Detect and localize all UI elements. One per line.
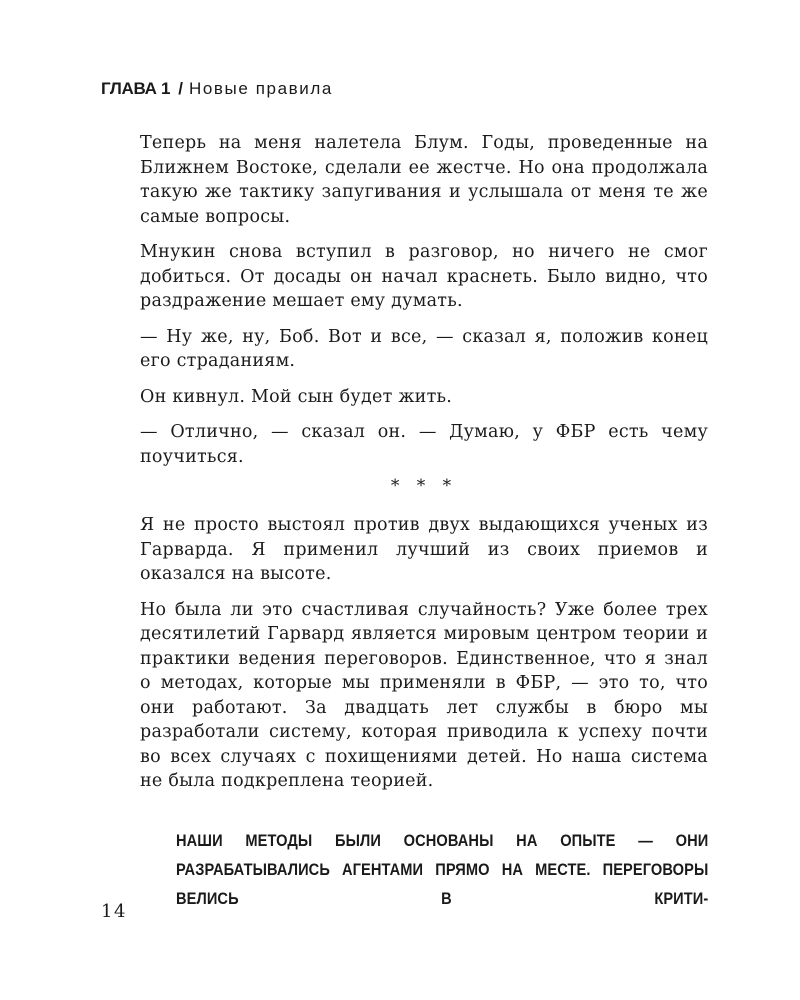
pull-quote-callout: НАШИ МЕТОДЫ БЫЛИ ОСНОВАНЫ НА ОПЫТЕ — ОНИ РАЗРАБАТЫВАЛИСЬ АГЕНТАМИ ПРЯМО НА МЕСТЕ. ПЕРЕГОВОРЫ ВЕЛИСЬ В КРИТИ- [176, 831, 709, 908]
paragraph: — Ну же, ну, Боб. Вот и все, — сказал я, положив конец его страданиям. [140, 326, 708, 371]
body-text-after-break [140, 513, 708, 805]
paragraph: — Отлично, — сказал он. — Думаю, у ФБР есть чему поучиться. [140, 422, 708, 467]
paragraph: Он кивнул. Мой сын будет жить. [140, 386, 453, 407]
chapter-label: ГЛАВА 1 [101, 79, 171, 98]
paragraph: Я не просто выстоял против двух выдающихся ученых из Гарварда. Я применил лучший из своих приемов и оказался на высоте. [140, 515, 708, 584]
running-head [101, 79, 333, 99]
section-break: * * * [390, 476, 458, 496]
body-text-before-break [140, 131, 708, 480]
page-number: 14 [101, 901, 127, 922]
paragraph: Но была ли это счастливая случайность? Уже более трех десятилетий Гарвард является мировым центром теории и практики ведения переговоров. Единственное, что я знал о методах, которые мы применяли в ФБР, — это то, что они работают. За двадцать лет службы в бюро мы разработали систему, которая приводила к успеху почти во всех случаях с похищениями детей. Но наша система не была подкреплена теорией. [140, 599, 708, 791]
section-title: Новые правила [188, 79, 333, 98]
paragraph: Теперь на меня налетела Блум. Годы, проведенные на Ближнем Востоке, сделали ее жестче. Но она продолжала такую же тактику запугивания и услышала от меня те же самые вопросы. [140, 133, 708, 227]
running-head-separator: / [178, 79, 183, 98]
paragraph: Мнукин снова вступил в разговор, но ничего не смог добиться. От досады он начал краснеть. Было видно, что раздражение мешает ему думать. [140, 242, 708, 311]
